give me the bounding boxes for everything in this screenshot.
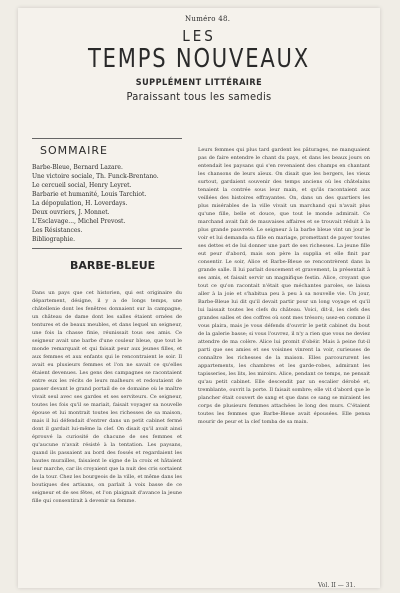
top-rule — [32, 138, 182, 139]
newspaper-page — [18, 8, 380, 588]
sommaire-item: La dépopulation, H. Loverdays. — [32, 200, 128, 207]
mid-rule — [32, 248, 182, 249]
issue-number: Numéro 48. — [185, 15, 231, 23]
article-right-column: Leurs femmes qui plus tard gardent les pâturages, ne manquaient pas de faire entendre le chant du pays, et dans les beaux jours on entendait les paysans qui s'en revenaient des champs en chantant les chansons de leurs aïeux. On disait que les bergers, les vieux surtout, gardaient souvenir des temps anciens où les châtelains tenaient la contrée sous leur main, et qu'ils racontaient aux veillées des histoires effrayantes. On, dans un des quartiers les plus misérables de la ville vivait un marchand qui n'avait plus qu'une fille, belle et douce, que tout le monde admirait. Ce marchand avait fait de mauvaises affaires et se trouvait réduit à la plus grande pauvreté. Le seigneur à la barbe bleue vint un jour le voir et lui demanda sa fille en mariage, promettant de payer toutes ses dettes et de lui donner une part de ses richesses. La jeune fille eut peur d'abord, mais son père la supplia et elle finit par consentir. Le soir, Alice et Barbe-Bleue se rencontrèrent dans la grande salle. Il lui parlait doucement et gravement, la présentait à ses amis, et faisait servir un magnifique festin. Alice, croyant que tout ce qu'on racontait n'était que méchantes paroles, se laissa aller à la joie et s'habitua peu à peu à sa nouvelle vie. Un jour, Barbe-Bleue lui dit qu'il devait partir pour un long voyage et qu'il lui laissait toutes les clefs du château. Voici, dit-il, les clefs des grandes salles et des coffres où sont mes trésors; usez-en comme il vous plaira, mais je vous défends d'ouvrir le petit cabinet du bout de la galerie basse; si vous l'ouvrez, il n'y a rien que vous ne deviez attendre de ma colère. Alice lui promit d'obéir. Mais à peine fut-il parti que ses amies et ses voisines vinrent la voir, curieuses de connaître les richesses de la maison. Elles parcoururent les appartements, les chambres et les garde-robes, admirant les tapisseries, les lits, les miroirs. Alice, pendant ce temps, ne pensait qu'au petit cabinet. Elle descendit par un escalier dérobé et, tremblante, ouvrit la porte. Il faisait sombre; elle vit d'abord que le plancher était couvert de sang et que dans ce sang se miraient les corps de plusieurs femmes attachées le long des murs. C'étaient toutes les femmes que Barbe-Bleue avait épousées. Elle pensa mourir de peur et la clef tomba de sa main. — [198, 147, 370, 425]
sommaire-item: Le cercueil social, Henry Leyret. — [32, 182, 132, 189]
masthead-tagline: Paraissant tous les samedis — [126, 90, 272, 103]
masthead-subtitle: SUPPLÉMENT LITTÉRAIRE — [135, 78, 263, 88]
sommaire-item: Barbe-Bleue, Bernard Lazare. — [32, 164, 123, 171]
masthead-title: TEMPS NOUVEAUX — [88, 44, 310, 74]
sommaire-item: Les Résistances. — [32, 227, 83, 234]
sommaire-title: SOMMAIRE — [40, 144, 108, 157]
sommaire-item: Barbarie et humanité, Louis Tarchiot. — [32, 191, 147, 198]
sommaire-section — [32, 144, 182, 244]
article-title: BARBE-BLEUE — [70, 259, 156, 272]
masthead-les: LES — [182, 27, 216, 45]
sommaire-item: L'Esclavage..., Michel Prevost. — [32, 218, 126, 225]
sommaire-list — [32, 163, 182, 244]
sommaire-item: Bibliographie. — [32, 236, 75, 243]
sommaire-item: Deux ouvriers, J. Monnet. — [32, 209, 110, 216]
volume-marker: Vol. II — 31. — [318, 582, 356, 589]
sommaire-item: Une victoire sociale, Th. Funck-Brentano. — [32, 173, 159, 180]
article-left-column: Dans un pays que cet historien, qui est originaire du département, désigne, il y a de longs temps, une châtellenie dont les fenêtres donnaient sur la campagne, un château de dame dont les salles étaient ornées de tentures et de beaux meubles, et dans lequel un seigneur, une fois la chasse finie, réunissait tous ses amis. Ce seigneur avait une barbe d'une couleur bleue, que tout le monde remarquait et qui faisait peur aux jeunes filles, et aux femmes et aux enfants qui le rencontraient le soir. Il avait eu plusieurs femmes et l'on ne savait ce qu'elles étaient devenues. Les gens des campagnes se racontaient entre eux les récits de leurs malheurs et redoutaient de passer devant le grand portail de ce domaine où le maître vivait seul avec ses gardes et ses serviteurs. Ce seigneur, toutes les fois qu'il se mariait, faisait voyager sa nouvelle épouse et lui montrait toutes les richesses de sa maison, mais il lui défendait d'entrer dans un petit cabinet fermé dont il gardait lui-même la clef. On disait qu'il avait ainsi éprouvé la curiosité de chacune de ses femmes et qu'aucune n'avait résisté à la tentation. Les paysans, quand ils passaient au bord des fossés et regardaient les hautes murailles, faisaient le signe de la croix et hâtaient leur marche, car ils croyaient que la nuit des cris sortaient de la tour. Chez les bourgeois de la ville, et même dans les boutiques des artisans, on parlait à voix basse de ce seigneur et de ses fêtes, et l'on plaignait d'avance la jeune fille qui consentirait à devenir sa femme. — [32, 290, 182, 504]
